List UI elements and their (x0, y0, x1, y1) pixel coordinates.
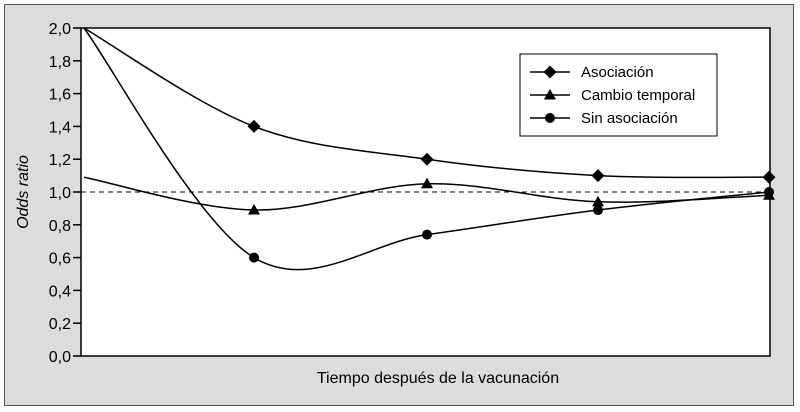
y-tick-label: 0,4 (48, 283, 71, 301)
y-tick-label: 1,8 (48, 53, 71, 71)
data-point-sin-asociacion (422, 230, 432, 240)
y-tick-label: 1,4 (48, 119, 71, 137)
y-tick-label: 2,0 (48, 21, 71, 38)
x-axis-label: Tiempo después de la vacunación (316, 370, 560, 387)
y-tick-label: 0,6 (48, 250, 71, 268)
y-tick-label: 1,0 (48, 185, 71, 202)
legend-label: Cambio temporal (581, 87, 696, 104)
y-tick-label: 1,2 (48, 152, 71, 170)
legend-label: Asociación (581, 64, 654, 81)
data-point-sin-asociacion (593, 205, 603, 215)
y-tick-label: 0,2 (48, 316, 71, 334)
y-tick-label: 0,0 (48, 349, 71, 366)
legend-marker-circle (545, 113, 555, 123)
data-point-sin-asociacion (764, 187, 774, 197)
y-axis (49, 21, 81, 366)
data-point-sin-asociacion (249, 253, 259, 263)
legend (520, 54, 717, 136)
y-tick-label: 0,8 (48, 217, 71, 235)
y-tick-label: 1,6 (48, 86, 71, 104)
y-axis-label: Odds ratio (15, 155, 32, 229)
legend-label: Sin asociación (581, 110, 678, 127)
